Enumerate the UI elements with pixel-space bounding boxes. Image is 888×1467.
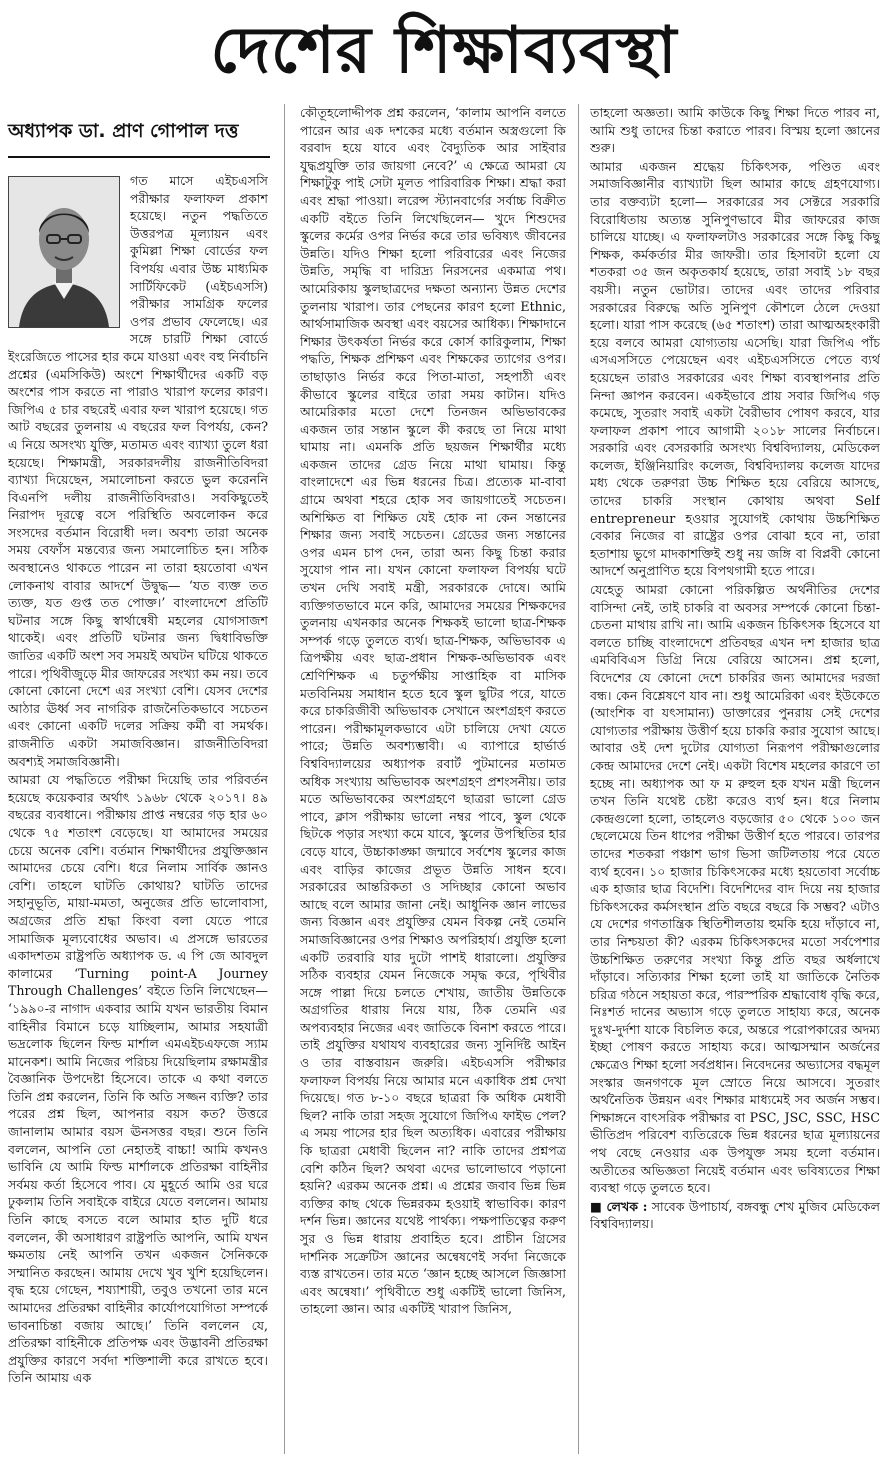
paragraph: যেহেতু আমরা কোনো পরিকল্পিত অর্থনীতির দেশের বাসিন্দা নেই, তাই চাকরি বা অবসর সম্পর্কে কোনো চিন্তা-চেতনা মাথায় রাখি না। আমি একজন চিকিৎসক হিসেবে যা বলতে চাচ্ছি বাংলাদেশে প্রতিবছর এখন দশ হাজার ছাত্র এমবিবিএস ডিগ্রি নিয়ে বেরিয়ে আসেন। প্রশ্ন হলো, বিদেশের যে কোনো দেশে চাকরির জন্য আমাদের দরজা বন্ধ। কেন বিশ্লেষণে যাব না। শুধু আমেরিকা এবং ইউকেতে (আংশিক বা যৎসামান্য) ডাক্তারের পুনরায় সেই দেশের যোগ্যতার পরীক্ষায় উত্তীর্ণ হয়ে চাকরি করার সুযোগ আছে। আবার ওই দেশ দুটোর যোগ্যতা নিরূপণ পরীক্ষাগুলোর কেন্দ্র আমাদের দেশে নেই। একটা বিশেষ মহলের কারণে তা হচ্ছে না। অধ্যাপক আ ফ ম রুহুল হক যখন মন্ত্রী ছিলেন তখন তিনি যথেষ্ট চেষ্টা করেও ব্যর্থ হন। ধরে নিলাম কেন্দ্রগুলো হলো, তাহলেও বড়জোর ৫০ থেকে ১০০ জন ছেলেমেয়ে তিন ধাপের পরীক্ষা উত্তীর্ণ হতে পারবে। তারপর তাদের শতকরা পঞ্চাশ ভাগ ভিসা জটিলতায় পরে যেতে ব্যর্থ হবেন। ১০ হাজার চিকিৎসকের মধ্যে হয়তোবা সর্বোচ্চ এক হাজার ছাত্র বিদেশি। বিদেশিদের বাদ দিয়ে নয় হাজার চিকিৎসকের কর্মসংস্থান প্রতি বছরে বছরে কি সম্ভব? এটাও যে দেশের গণতান্ত্রিক স্থিতিশীলতায় হুমকি হয়ে দাঁড়াবে না, তার নিশ্চয়তা কী? এরকম চিকিৎসকদের মতো সর্বপেশার উচ্চশিক্ষিত তরুণের সংখ্যা কিন্তু প্রতি বছর অর্ধলাখে দাঁড়াবে। সত্যিকার শিক্ষা হলো তাই যা জাতিকে নৈতিক চরিত্র গঠনে সহায়তা করে, পারস্পরিক শ্রদ্ধাবোধ বৃদ্ধি করে, নিঃশর্ত দানের অভ্যাস গড়ে তুলতে সাহায্য করে, অনেক দুঃখ-দুর্দশা যাকে বিচলিত করে, অন্তরে পরোপকারের অদম্য ইচ্ছা পোষণ করতে সাহায্য করে। আত্মসম্মান অর্জনের ক্ষেত্রেও শিক্ষা হলো সর্বপ্রধান। নিবেদনের অভ্যাসের বদ্ধমূল সংস্কার জনগণকে মূল স্রোতে নিয়ে আসবে। সুতরাং অর্থনৈতিক উন্নয়ন এবং শিক্ষার মাধ্যমেই সব অর্জন সম্ভব। শিক্ষাঙ্গনে বাৎসরিক পরীক্ষার বা PSC, JSC, SSC, HSC ভীতিপ্রদ পরিবেশ ব্যতিরেকে ভিন্ন ধরনের ছাত্র মূল্যায়নের পথ বেছে নেওয়ার এক উপযুক্ত সময় হলো বর্তমান। অতীতের অভিজ্ঞতা নিয়েই বর্তমান এবং ভবিষ্যতের শিক্ষা ব্যবস্থা গড়ে তুলতে হবে। [590,582,880,1196]
paragraph: আমার একজন শ্রদ্ধেয় চিকিৎসক, পণ্ডিত এবং সমাজবিজ্ঞানীর ব্যাখ্যাটা ছিল আমার কাছে গ্রহণযোগ্য। তার বক্তব্যটা হলো— সরকারের সব সেক্টরে সরকারি বিরোধিতায় অত্যন্ত সুনিপুণভাবে মীর জাফরের কাজ চালিয়ে যাচ্ছে। এ ফলাফলটাও সরকারের সঙ্গে কিছু কিছু শিক্ষক, কর্মকর্তার মীর জাফরী। তার হিসাবটা হলো যে শতকরা ৩৫ জন অকৃতকার্য হয়েছে, তারা সবাই ১৮ বছর বয়সী। নতুন ভোটার। তাদের এবং তাদের পরিবার সরকারের বিরুদ্ধে অতি সুনিপুণ কৌশলে ঠেলে দেওয়া হলো। যারা পাস করেছে (৬৫ শতাংশ) তারা আত্মঅহংকারী হয়ে বলবে আমরা যোগ্যতায় এসেছি। যারা জিপিএ পাঁচ এসএসসিতে পেয়েছেন এবং এইচএসসিতে পেতে ব্যর্থ হয়েছেন তারাও সরকারের এবং শিক্ষা ব্যবস্থাপনার প্রতি নিন্দা জ্ঞাপন করবেন। একইভাবে প্রায় সবার জিপিএ গড় কমেছে, সুতরাং সবাই একটা বৈরীভাব পোষণ করবে, যার ফলাফল প্রকাশ পাবে আগামী ২০১৮ সালের নির্বাচনে। সরকারি এবং বেসরকারি অসংখ্য বিশ্ববিদ্যালয়, মেডিকেল কলেজ, ইঞ্জিনিয়ারিং কলেজ, বিশ্ববিদ্যালয় কলেজ যাদের মধ্য থেকে তরুণরা উচ্চ শিক্ষিত হয়ে বেরিয়ে আসছে, তাদের চাকরি সংস্থান কোথায় অথবা Self entrepreneur হওয়ার সুযোগই কোথায় উচ্চশিক্ষিত বেকার নিজের বা রাষ্ট্রের ওপর বোঝা হবে না, তারা হতাশায় ভুগে মাদকাশক্তিই শুধু নয় জঙ্গি বা বিপ্লবী কোনো আদর্শে অনুপ্রাণিত হয়ে বিপথগামী হতে পারে। [590,158,880,579]
column-rule-2 [578,104,579,1454]
author-portrait-icon [8,176,120,328]
byline: অধ্যাপক ডা. প্রাণ গোপাল দত্ত [8,120,239,142]
article-column-1 [8,172,268,1460]
author-note [590,1198,880,1233]
author-note-label: লেখক : [606,1198,648,1214]
article-column-3 [590,104,880,1460]
headline: দেশের শিক্ষাব্যবস্থা [210,14,678,88]
column-rule-1 [284,104,285,1454]
paragraph: তাহলো অজ্ঞতা। আমি কাউকে কিছু শিক্ষা দিতে পারব না, আমি শুধু তাদের চিন্তা করাতে পারব। বিস্ময় হলো জ্ঞানের শুরু। [590,105,880,156]
byline-rule [8,156,270,158]
paragraph: কৌতূহলোদ্দীপক প্রশ্ন করলেন, ‘কালাম আপনি বলতে পারেন আর এক দশকের মধ্যে বর্তমান অস্ত্রগুলো কি বরবাদ হয়ে যাবে এবং বৈদ্যুতিক আর সাইবার যুদ্ধপ্রযুক্তি তার জায়গা নেবে?’ এ ক্ষেত্রে আমরা যে শিক্ষাটুকু পাই সেটা মূলত পারিবারিক শিক্ষা। শ্রদ্ধা করা এবং শ্রদ্ধা পাওয়া। লরেন্স স্ট্যানবার্গের সর্বাচ্চ বিক্রীত একটি বইতে তিনি লিখেছিলেন— খুদে শিশুদের স্কুলের কর্মের ওপর নির্ভর করে তার ভবিষ্যৎ জীবনের উন্নতি। যদিও শিক্ষা হলো পরিবারের এবং নিজের উন্নতি, সমৃদ্ধি বা দারিদ্র্য নিরসনের একমাত্র পথ। আমেরিকায় স্কুলছাত্রদের দক্ষতা অন্যান্য উন্নত দেশের তুলনায় খারাপ। তার পেছনের কারণ হলো Ethnic, আর্থসামাজিক অবস্থা এবং বয়সের আধিক্য। শিক্ষাদানে শিক্ষার উৎকর্ষতা নির্ভর করে কোর্স কারিকুলাম, শিক্ষা পদ্ধতি, শিক্ষক প্রশিক্ষণ এবং শিক্ষকের ত্যাগের ওপর। তাছাড়াও নির্ভর করে পিতা-মাতা, সহপাঠী এবং কীভাবে স্কুলের বাইরে তারা সময় কাটান। যদিও আমেরিকার মতো দেশে তিনজন অভিভাবকের একজন তার সন্তান স্কুলে কী করছে তা নিয়ে মাথা ঘামায় না। এমনকি প্রতি ছয়জন শিক্ষার্থীর মধ্যে একজন তাদের গ্রেড নিয়ে মাথা ঘামায়। কিন্তু বাংলাদেশে এর ভিন্ন ধরনের চিত্র। প্রত্যেক মা-বাবা গ্রামে অথবা শহরে হোক সব জায়গাতেই সচেতন। অশিক্ষিত বা শিক্ষিত যেই হোক না কেন সন্তানের শিক্ষার জন্য সবাই সচেতন। গ্রেডের জন্য সন্তানের ওপর এমন চাপ দেন, তারা অন্য কিছু চিন্তা করার সুযোগ পান না। যখন কোনো ফলাফল বিপর্যয় ঘটে তখন দেখি সবাই মন্ত্রী, সরকারকে দোষে। আমি ব্যক্তিগতভাবে মনে করি, আমাদের সময়ের শিক্ষকদের তুলনায় এখনকার অনেক শিক্ষকই ভালো ছাত্র-শিক্ষক সম্পর্ক গড়ে তুলতে ব্যর্থ। ছাত্র-শিক্ষক, অভিভাবক এ ত্রিপক্ষীয় এবং ছাত্র-প্রধান শিক্ষক-অভিভাবক এবং শ্রেণিশিক্ষক এ চতুর্পক্ষীয় সাপ্তাহিক বা মাসিক মতবিনিময় সমাধান হতে হবে স্কুল ছুটির পরে, যাতে করে চাকরিজীবী অভিভাবক সেখানে অংশগ্রহণ করতে পারেন। পরীক্ষামূলকভাবে এটা চালিয়ে দেখা যেতে পারে; উন্নতি অবশ্যম্ভাবী। এ ব্যাপারে হার্ভার্ড বিশ্ববিদ্যালয়ের অধ্যাপক রবার্ট পুটমানের মতামত অধিক সংখ্যায় অভিভাবক অংশগ্রহণ প্রশংসনীয়। তার মতে অভিভাবকের অংশগ্রহণে ছাত্ররা ভালো গ্রেড পাবে, ক্লাস পরীক্ষায় ভালো নম্বর পাবে, স্কুল থেকে ছিটকে পড়ার সংখ্যা কমে যাবে, স্কুলের উপস্থিতির হার বেড়ে যাবে, উচ্চাকাঙ্ক্ষা জন্মাবে সর্বশেষ স্কুলের কাজ এবং বাড়ির কাজের প্রভূত উন্নতি সাধন হবে। সরকারের আন্তরিকতা ও সদিচ্ছার কোনো অভাব আছে বলে আমার জানা নেই। আধুনিক জ্ঞান লাভের জন্য বিজ্ঞান এবং প্রযুক্তির যেমন বিকল্প নেই তেমনি সমাজবিজ্ঞানের ওপর শিক্ষাও অপরিহার্য। প্রযুক্তি হলো একটি তরবারি যার দুটো পাশই ধারালো। প্রযুক্তির সঠিক ব্যবহার যেমন নিজেকে সমৃদ্ধ করে, পৃথিবীর সঙ্গে পাল্লা দিয়ে চলতে শেখায়, জাতীয় উন্নতিকে অগ্রগতির ধারায় নিয়ে যায়, ঠিক তেমনি এর অপব্যবহার নিজের এবং জাতিকে বিনাশ করতে পারে। তাই প্রযুক্তির যথাযথ ব্যবহারের জন্য সুনির্দিষ্ট আইন ও তার বাস্তবায়ন জরুরি। এইচএসসি পরীক্ষার ফলাফল বিপর্যয় নিয়ে আমার মনে একাধিক প্রশ্ন দেখা দিয়েছে। গত ৮-১০ বছরে ছাত্ররা কি অধিক মেধাবী ছিল? নাকি তারা সহজ সুযোগে জিপিএ ফাইভ পেল? এ সময় পাসের হার ছিল অত্যধিক। এবারের পরীক্ষায় কি ছাত্ররা মেধাবী ছিলেন না? নাকি তাদের প্রশ্নপত্র বেশি কঠিন ছিল? অথবা এদের ভালোভাবে পড়ানো হয়নি? এরকম অনেক প্রশ্ন। এ প্রশ্নের জবাব ভিন্ন ভিন্ন ব্যক্তির কাছ থেকে ভিন্নরকম হওয়াই স্বাভাবিক। কারণ দর্শন ভিন্ন। জ্ঞানের যথেষ্ট পার্থক্য। পক্ষপাতিত্বের করুণ সুর ও ভিন্ন ধারায় প্রবাহিত হবে। প্রাচীন গ্রিসের দার্শনিক সক্রেটিস জ্ঞানের অন্বেষণেই সর্বদা নিজেকে ব্যস্ত রাখতেন। তার মতে ‘জ্ঞান হচ্ছে আসলে জিজ্ঞাসা এবং অন্বেষা।’ পৃথিবীতে শুধু একটিই ভালো জিনিস, তাহলো জ্ঞান। আর একটিই খারাপ জিনিস, [300,105,566,1317]
bullet-square-icon: ■ [590,1198,603,1214]
article-column-2 [300,104,566,1460]
paragraph: আমরা যে পদ্ধতিতে পরীক্ষা দিয়েছি তার পরিবর্তন হয়েছে কয়েকবার অর্থাৎ ১৯৬৮ থেকে ২০১৭। ৪৯ বছরের ব্যবধানে। পরীক্ষায় প্রাপ্ত নম্বরের গড় হার ৬০ থেকে ৭৫ শতাংশ বেড়েছে। যা আমাদের সময়ের চেয়ে অনেক বেশি। বর্তমান শিক্ষার্থীদের প্রযুক্তিজ্ঞান আমাদের চেয়ে বেশি। ধরে নিলাম সার্বিক জ্ঞানও বেশি। তাহলে ঘাটতি কোথায়? ঘাটতি তাদের সহানুভূতি, মায়া-মমতা, অনুজের প্রতি ভালোবাসা, অগ্রজের প্রতি শ্রদ্ধা কিংবা বলা যেতে পারে সামাজিক মূল্যবোধের অভাব। এ প্রসঙ্গে ভারতের একাদশতম রাষ্ট্রপতি অধ্যাপক ড. এ পি জে আবদুল কালামের ‘Turning point-A Journey Through Challenges’ বইতে তিনি লিখেছেন— ‘১৯৯০-র নাগাদ একবার আমি যখন ভারতীয় বিমান বাহিনীর বিমানে চড়ে যাচ্ছিলাম, আমার সহযাত্রী ভদ্রলোক ছিলেন ফিল্ড মার্শাল এমএইচএফজে স্যাম মানেকশ। আমি নিজের পরিচয় দিয়েছিলাম রক্ষামন্ত্রীর বৈজ্ঞানিক উপদেষ্টা হিসেবে। তাকে এ কথা বলতে তিনি প্রশ্ন করলেন, তিনি কি অতি সজ্জন ব্যক্তি? তার পরের প্রশ্ন ছিল, আপনার বয়স কত? উত্তরে জানালাম আমার বয়স ঊনসত্তর বছর। শুনে তিনি বললেন, আপনি তো নেহাতই বাচ্চা! আমি কখনও ভাবিনি যে আমি ফিল্ড মার্শালকে প্রতিরক্ষা বাহিনীর সর্বময় কর্তা হিসেবে পাব। যে মুহূর্তে আমি ওর ঘরে ঢুকলাম তিনি সবাইকে বাইরে যেতে বললেন। আমায় তিনি কাছে বসতে বলে আমার হাত দুটি ধরে বললেন, কী অসাধারণ রাষ্ট্রপতি আপনি, আমি যখন ক্ষমতায় নেই আপনি তখন একজন সৈনিককে সম্মানিত করছেন। আমায় দেখে খুব খুশি হয়েছিলেন। বৃদ্ধ হয়ে গেছেন, শয্যাশায়ী, তবুও তখনো তার মনে আমাদের প্রতিরক্ষা বাহিনীর কার্যোপযোগিতা সম্পর্কে ভাবনাচিন্তা বজায় আছে।’ তিনি বললেন যে, প্রতিরক্ষা বাহিনীকে প্রতিপক্ষ এবং উদ্ভাবনী প্রতিরক্ষা প্রযুক্তির কারণে সর্বদা শক্তিশালী করে রাখতে হবে। তিনি আমায় এক [8,772,268,1386]
author-note-text: সাবেক উপাচার্য, বঙ্গবন্ধু শেখ মুজিব মেডিকেল বিশ্ববিদ্যালয়। [590,1198,880,1232]
paragraph: গত মাসে এইচএসসি পরীক্ষার ফলাফল প্রকাশ হয়েছে। নতুন পদ্ধতিতে উত্তরপত্র মূল্যায়ন এবং কুমিল্লা শিক্ষা বোর্ডের ফল বিপর্যয় এবার উচ্চ মাধ্যমিক সার্টিফিকেট (এইচএসসি) পরীক্ষার সামগ্রিক ফলের ওপর প্রভাব ফেলেছে। এর সঙ্গে চারটি শিক্ষা বোর্ডে ইংরেজিতে পাসের হার কমে যাওয়া এবং বহু নির্বাচনি প্রশ্নের (এমসিকিউ) অংশে শিক্ষার্থীদের একটি বড় অংশের পাস করতে না পারাও খারাপ ফলের কারণ। জিপিএ ৫ চার বছরেই এবার ফল খারাপ হয়েছে। গত আট বছরের তুলনায় এ বছরের ফল বিপর্যয়, কেন? এ নিয়ে অসংখ্য যুক্তি, মতামত এবং ব্যাখ্যা তুলে ধরা হয়েছে। শিক্ষামন্ত্রী, সরকারদলীয় রাজনীতিবিদরা ব্যাখ্যা দিয়েছেন, সমালোচনা করতে ভুল করেননি বিএনপি দলীয় রাজনীতিবিদরাও। সবকিছুতেই নিরাপদ দূরত্বে বসে পরিস্থিতি অবলোকন করে সংসদের বর্তমান বিরোধী দল। অবশ্য তারা অনেক সময় বেফাঁস মন্তব্যের জন্য সমালোচিত হন। সঠিক অবস্থানেও থাকতে পারেন না তারা হয়তোবা এখন লোকনাথ বাবার আদর্শে উদ্বুদ্ধ— ‘যত ব্যক্ত তত ত্যক্ত, যত গুপ্ত তত পোক্ত।’ বাংলাদেশে প্রতিটি ঘটনার সঙ্গে কিছু স্বার্থান্বেষী মহলের যোগসাজশ থাকেই। এবং প্রতিটি ঘটনার জন্য দ্বিধাবিভক্তি জাতির একটি অংশ সব সময়ই অঘটন ঘটিয়ে থাকতে পারে। পৃথিবীজুড়ে মীর জাফরের সংখ্যা কম নয়। তবে কোনো কোনো দেশে এর সংখ্যা বেশি। যেসব দেশের আঠার ঊর্ধ্ব সব নাগরিক রাজনৈতিকভাবে সচেতন এবং কোনো একটি দলের সক্রিয় কর্মী বা সমর্থক। রাজনীতি একটা সমাজবিজ্ঞান। রাজনীতিবিদরা অবশ্যই সমাজবিজ্ঞানী। [8,173,268,769]
